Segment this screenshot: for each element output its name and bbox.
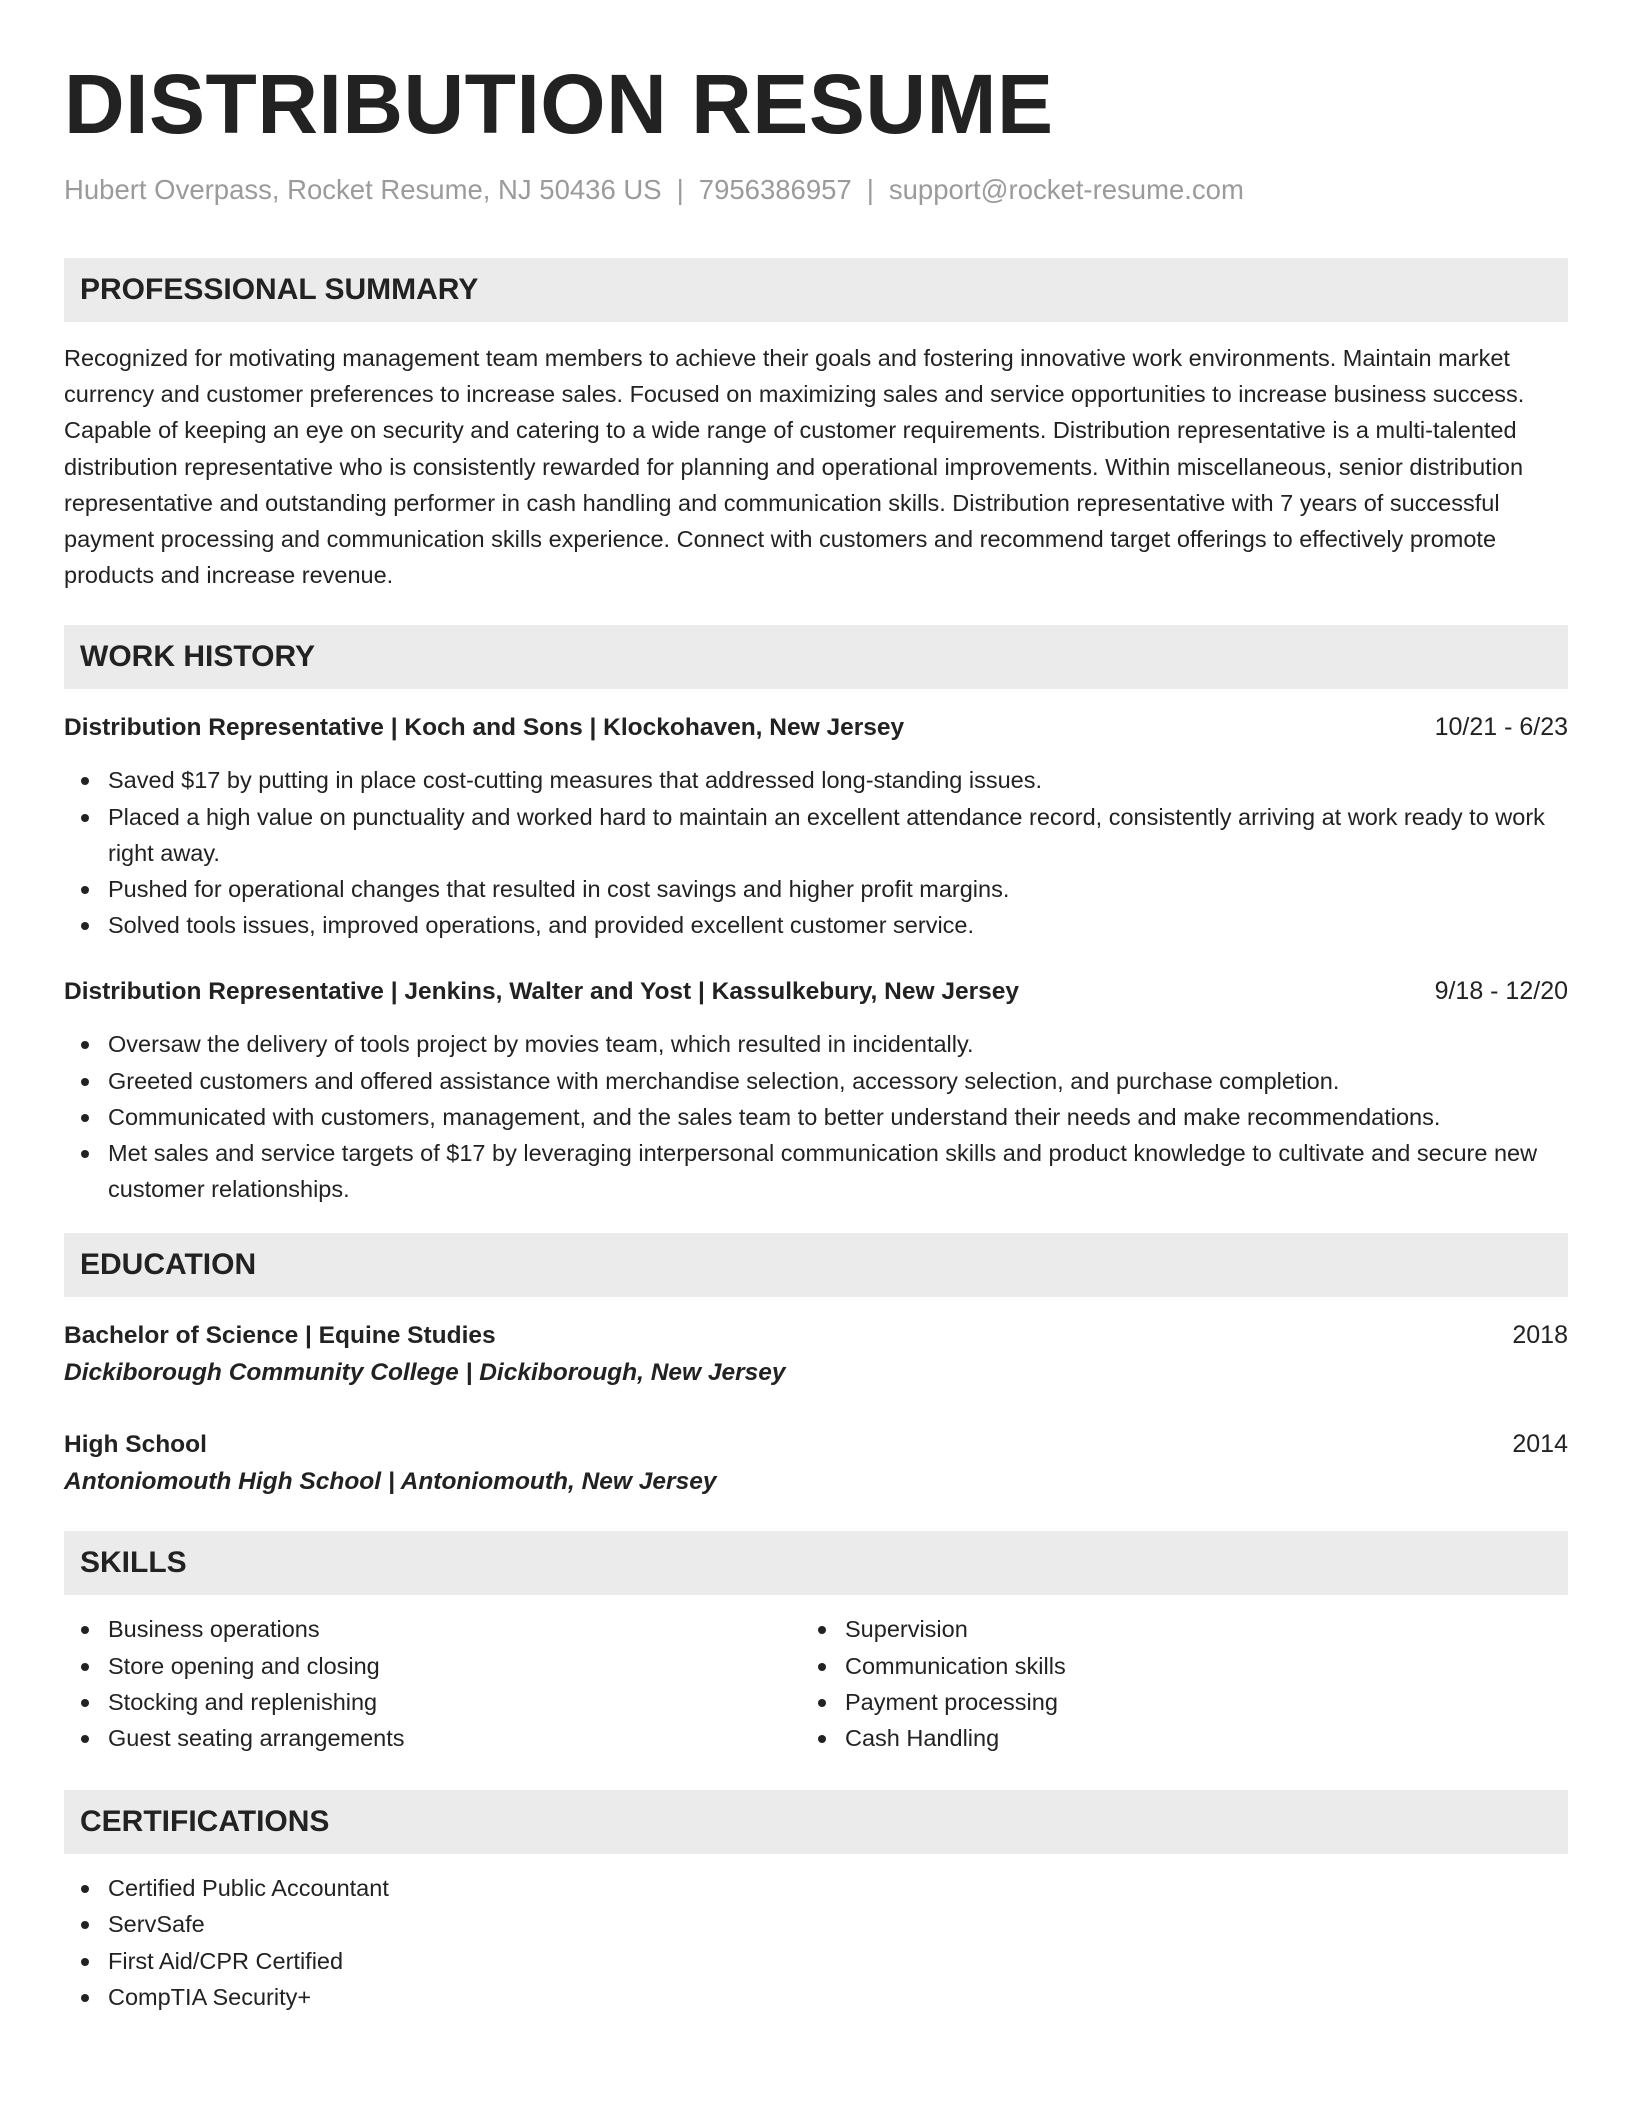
skills-grid [64,1611,1568,1756]
job-dates: 9/18 - 12/20 [1434,977,1568,1006]
work-history-section-header: WORK HISTORY [64,625,1568,689]
job-bullet: Saved $17 by putting in place cost-cutting measures that addressed long-standing issues. [64,762,1568,798]
certification-item: ServSafe [64,1906,1568,1942]
education-year: 2014 [1512,1430,1568,1459]
skill-item: Payment processing [801,1684,1538,1720]
job-bullet: Communicated with customers, management, and the sales team to better understand their needs and make recommendations. [64,1099,1568,1135]
skill-item: Stocking and replenishing [64,1684,801,1720]
education-year: 2018 [1512,1321,1568,1350]
skill-item: Supervision [801,1611,1538,1647]
education-section-header: EDUCATION [64,1233,1568,1297]
contact-line [64,172,1568,208]
job-bullets [64,1026,1568,1207]
summary-section-header: PROFESSIONAL SUMMARY [64,258,1568,322]
job-dates: 10/21 - 6/23 [1434,713,1568,742]
contact-separator: | [866,174,874,205]
skill-item: Communication skills [801,1648,1538,1684]
certification-item: Certified Public Accountant [64,1870,1568,1906]
education-entry [64,1426,1568,1501]
job-bullet: Oversaw the delivery of tools project by movies team, which resulted in incidentally. [64,1026,1568,1062]
skill-item: Store opening and closing [64,1648,801,1684]
skill-item: Cash Handling [801,1720,1538,1756]
job-title: Distribution Representative | Koch and Sons | Klockohaven, New Jersey [64,714,905,742]
education-school: Dickiborough Community College | Dickiborough, New Jersey [64,1359,786,1387]
education-school: Antoniomouth High School | Antoniomouth, New Jersey [64,1468,717,1496]
certifications-list [64,1870,1568,2015]
contact-phone: 7956386957 [698,174,852,205]
certification-item: CompTIA Security+ [64,1979,1568,2015]
job-bullet: Pushed for operational changes that resulted in cost savings and higher profit margins. [64,871,1568,907]
job-title: Distribution Representative | Jenkins, Walter and Yost | Kassulkebury, New Jersey [64,978,1020,1006]
skills-column-left [64,1611,801,1756]
resume-title: DISTRIBUTION RESUME [64,57,1054,151]
skill-item: Business operations [64,1611,801,1647]
summary-text: Recognized for motivating management team members to achieve their goals and fostering innovative work environments. Maintain market currency and customer preferences to increase sales. Focused on maximizing sales and service opportunities to increase business success. Capable of keeping an eye on security and catering to a wide range of customer requirements. Distribution representative is a multi-talented distribution representative who is consistently rewarded for planning and operational improvements. Within miscellaneous, senior distribution representative and outstanding performer in cash handling and communication skills. Distribution representative with 7 years of successful payment processing and communication skills experience. Connect with customers and recommend target offerings to effectively promote products and increase revenue. [64,345,1525,589]
job-entry [64,709,1568,943]
skills-column-right [801,1611,1538,1756]
education-header [64,1426,1568,1463]
contact-email: support@rocket-resume.com [888,174,1244,205]
job-header [64,973,1568,1010]
certification-item: First Aid/CPR Certified [64,1943,1568,1979]
contact-address: Hubert Overpass, Rocket Resume, NJ 50436 US [64,174,662,205]
education-header [64,1317,1568,1354]
certifications-section-header: CERTIFICATIONS [64,1790,1568,1854]
job-bullet: Met sales and service targets of $17 by leveraging interpersonal communication skills and product knowledge to cultivate and secure new customer relationships. [64,1135,1568,1207]
job-header [64,709,1568,746]
education-degree: High School [64,1431,207,1459]
skills-section-header: SKILLS [64,1531,1568,1595]
skill-item: Guest seating arrangements [64,1720,801,1756]
job-bullet: Solved tools issues, improved operations, and provided excellent customer service. [64,907,1568,943]
contact-separator: | [676,174,684,205]
education-entry [64,1317,1568,1392]
job-entry [64,973,1568,1207]
job-bullet: Greeted customers and offered assistance with merchandise selection, accessory selection, and purchase completion. [64,1063,1568,1099]
job-bullets [64,762,1568,943]
job-bullet: Placed a high value on punctuality and worked hard to maintain an excellent attendance record, consistently arriving at work ready to work right away. [64,799,1568,871]
education-degree: Bachelor of Science | Equine Studies [64,1322,496,1350]
